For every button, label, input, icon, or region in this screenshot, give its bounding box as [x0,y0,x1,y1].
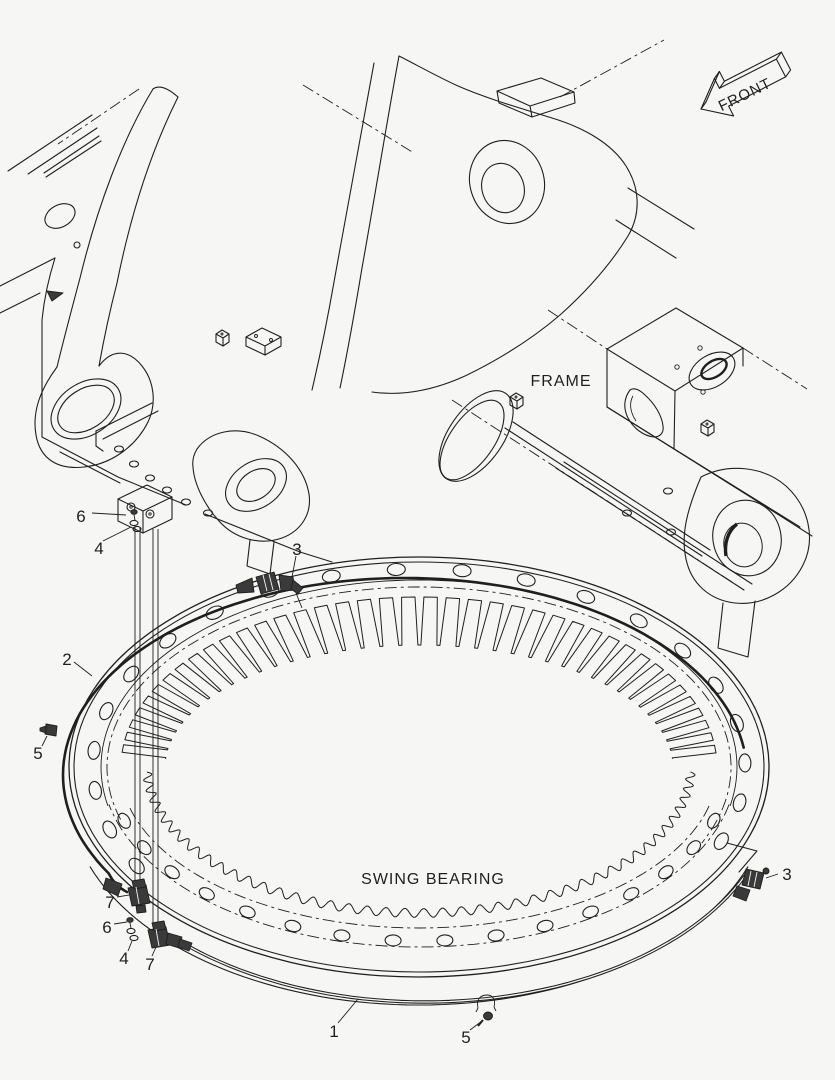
callout-leader-lines [42,513,778,1030]
washer-bolt-bottom [127,918,138,941]
callout-5: 5 [33,744,43,763]
callout-6: 6 [102,918,112,937]
callout-4: 4 [94,539,104,558]
center-boom-lug [193,431,310,541]
callout-7: 7 [145,955,155,974]
callout-7: 7 [105,893,115,912]
center-lug-bore [216,448,296,523]
washer-bolt-top [130,510,141,532]
callout-4: 4 [119,949,129,968]
frame-label: FRAME [530,373,592,390]
front-direction-arrow [701,52,791,116]
front-label: FRONT [715,74,775,116]
swing-bearing-drawing [40,510,769,1026]
frame-drawing [0,40,812,926]
left-lug-bore [40,366,132,451]
callout-2: 2 [62,650,72,669]
callout-3: 3 [782,865,792,884]
elbow-fitting-lower [148,921,192,951]
bolt-left [40,724,57,736]
callout-5: 5 [461,1028,471,1047]
callout-3: 3 [292,540,302,559]
clamp-blocks [216,328,714,436]
callout-1: 1 [329,1022,339,1041]
grease-fitting-top [236,572,303,608]
frame-plate-hole [41,199,80,233]
boom-bracket [372,56,637,393]
boom-bracket-bore [459,131,555,234]
callout-6: 6 [76,507,86,526]
swing-bearing-label: SWING BEARING [361,871,505,888]
